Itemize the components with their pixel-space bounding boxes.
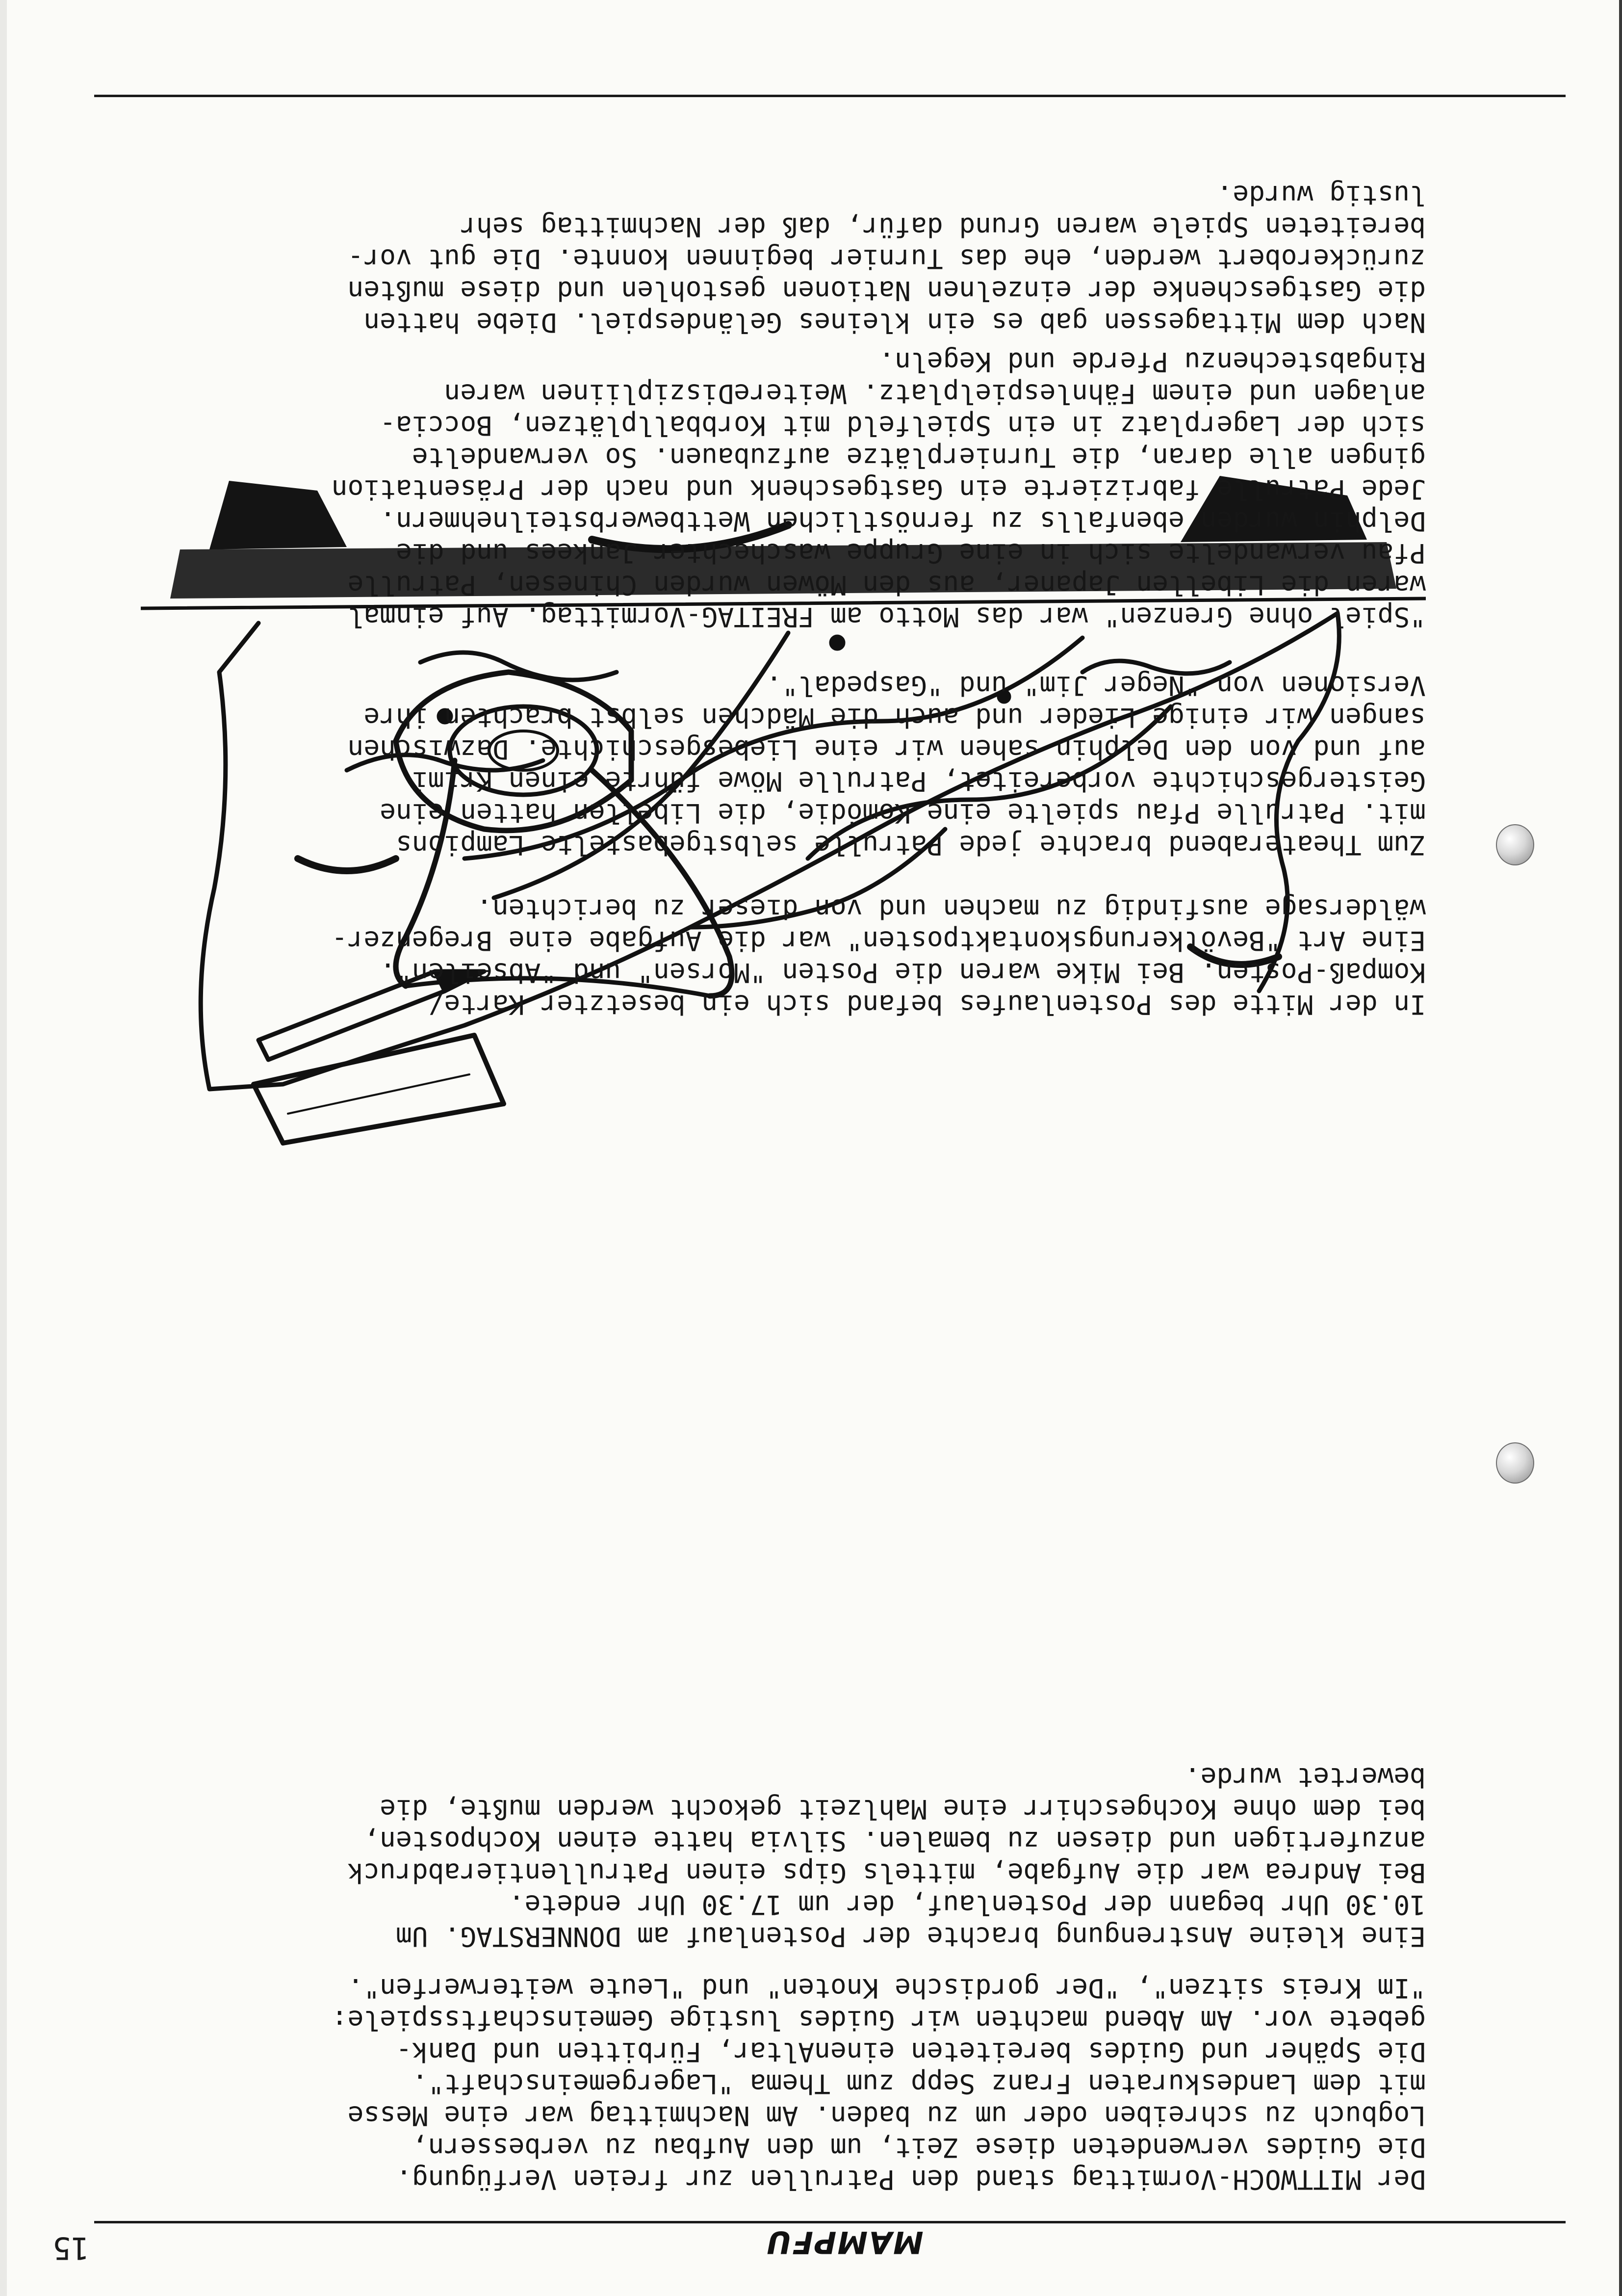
paragraph-postenlauf: In der Mitte des Postenlaufes befand sich ein besetzter Karte/ Kompaß-Posten. Bei Mike waren die Posten "Morsen" und "Abseilen". Eine Art "Bevölkerungskontaktposten" war die Aufgabe eine Bregenzer- wäldersage ausfindig zu machen und von dieser zu berichten. [331,893,1426,1020]
page-number: 15 [52,2230,89,2266]
page-header [52,2220,1566,2269]
header-rule [94,2221,1566,2223]
paragraph-spiel-ohne-grenzen: "Spiel ohne Grenzen" war das Motto am FREITAG-Vormittag. Auf einmal waren die Libellen Japaner, aus den Möwen wurden Chinesen, Patrulle Pfau verwandelte sich in eine Gruppe waschechter Jankees und die Delphin wurden ebenfalls zu fernöstlichen Wettbewerbsteilnehmern. Jede Patrulle fabrizierte ein Gastgeschenk und nach der Präsentation gingen alle daran, die Turnierplätze aufzubauen. So verwandelte sich der Lagerplatz in ein Spielfeld mit Korbballplätzen, Boccia- anlagen und einem Fähnlespielplatz. WeitereDiszipliinen waren Ringabstechenzu Pferde und Kegeln. [331,346,1426,633]
paragraph-thursday: Eine kleine Anstrengung brachte der Postenlauf am DONNERSTAG. Um 10.30 Uhr begann der Postenlauf, der um 17.30 Uhr endete. Bei Andrea war die Aufgabe, mittels Gips einen Patrullentierabdruck anzufertigen und diesen zu bemalen. Silvia hatte einen Kochposten, bei dem ohne Kochgeschirr eine Mahlzeit gekocht werden mußte, die bewertet wurde. [347,1762,1426,1953]
punch-hole [1496,1442,1534,1484]
paragraph-theaterabend: Zum Theaterabend brachte jede Patrulle selbstgebastelte Lampions mit. Patrulle Pfau spielte eine Komödie, die Libellen hatten eine Geistergeschichte vorbereitet, Patrulle Möwe führte einen Krimi auf und von den Delphin sahen wir eine Liebesgeschichte. Dazwischen sangen wir einige Lieder und auch die Mädchen selbst brachten ihre Versionen von "Neger Jim" und "Gaspedal". [347,670,1426,861]
magazine-logo: MAMPFU [766,2224,924,2260]
scan-edge-shadow [1619,0,1622,2296]
paragraph-wednesday: Der MITTWOCH-Vormittag stand den Patrullen zur freien Verfügung. Die Guides verwendeten diese Zeit, um den Aufbau zu verbessern, Logbuch zu schreiben oder um zu baden. Am Nachmittag war eine Messe mit dem Landeskuraten Franz Sepp zum Thema "Lagergemeinschaft". Die Späher und Guides bereiteten einenAltar, Fürbitten und Dank- gebete vor. Am Abend machten wir Guides lustige Gemeinschaftsspiele: "Im Kreis sitzen", "Der gordische Knoten" und "Leute weiterwerfen". [331,1973,1426,2195]
paragraph-nachmittag: Nach dem Mittagessen gab es ein kleines Geländespiel. Diebe hatten die Gastgeschenke der einzelnen Nationen gestohlen und diese mußten zurückerobert werden, ehe das Turnier beginnen konnte. Die gut vor- bereiteten Spiele waren Grund dafür, daß der Nachmittag sehr lustig wurde. [347,180,1426,339]
page-edge [0,0,7,2296]
punch-hole [1496,824,1534,865]
footer-rule [94,95,1566,97]
